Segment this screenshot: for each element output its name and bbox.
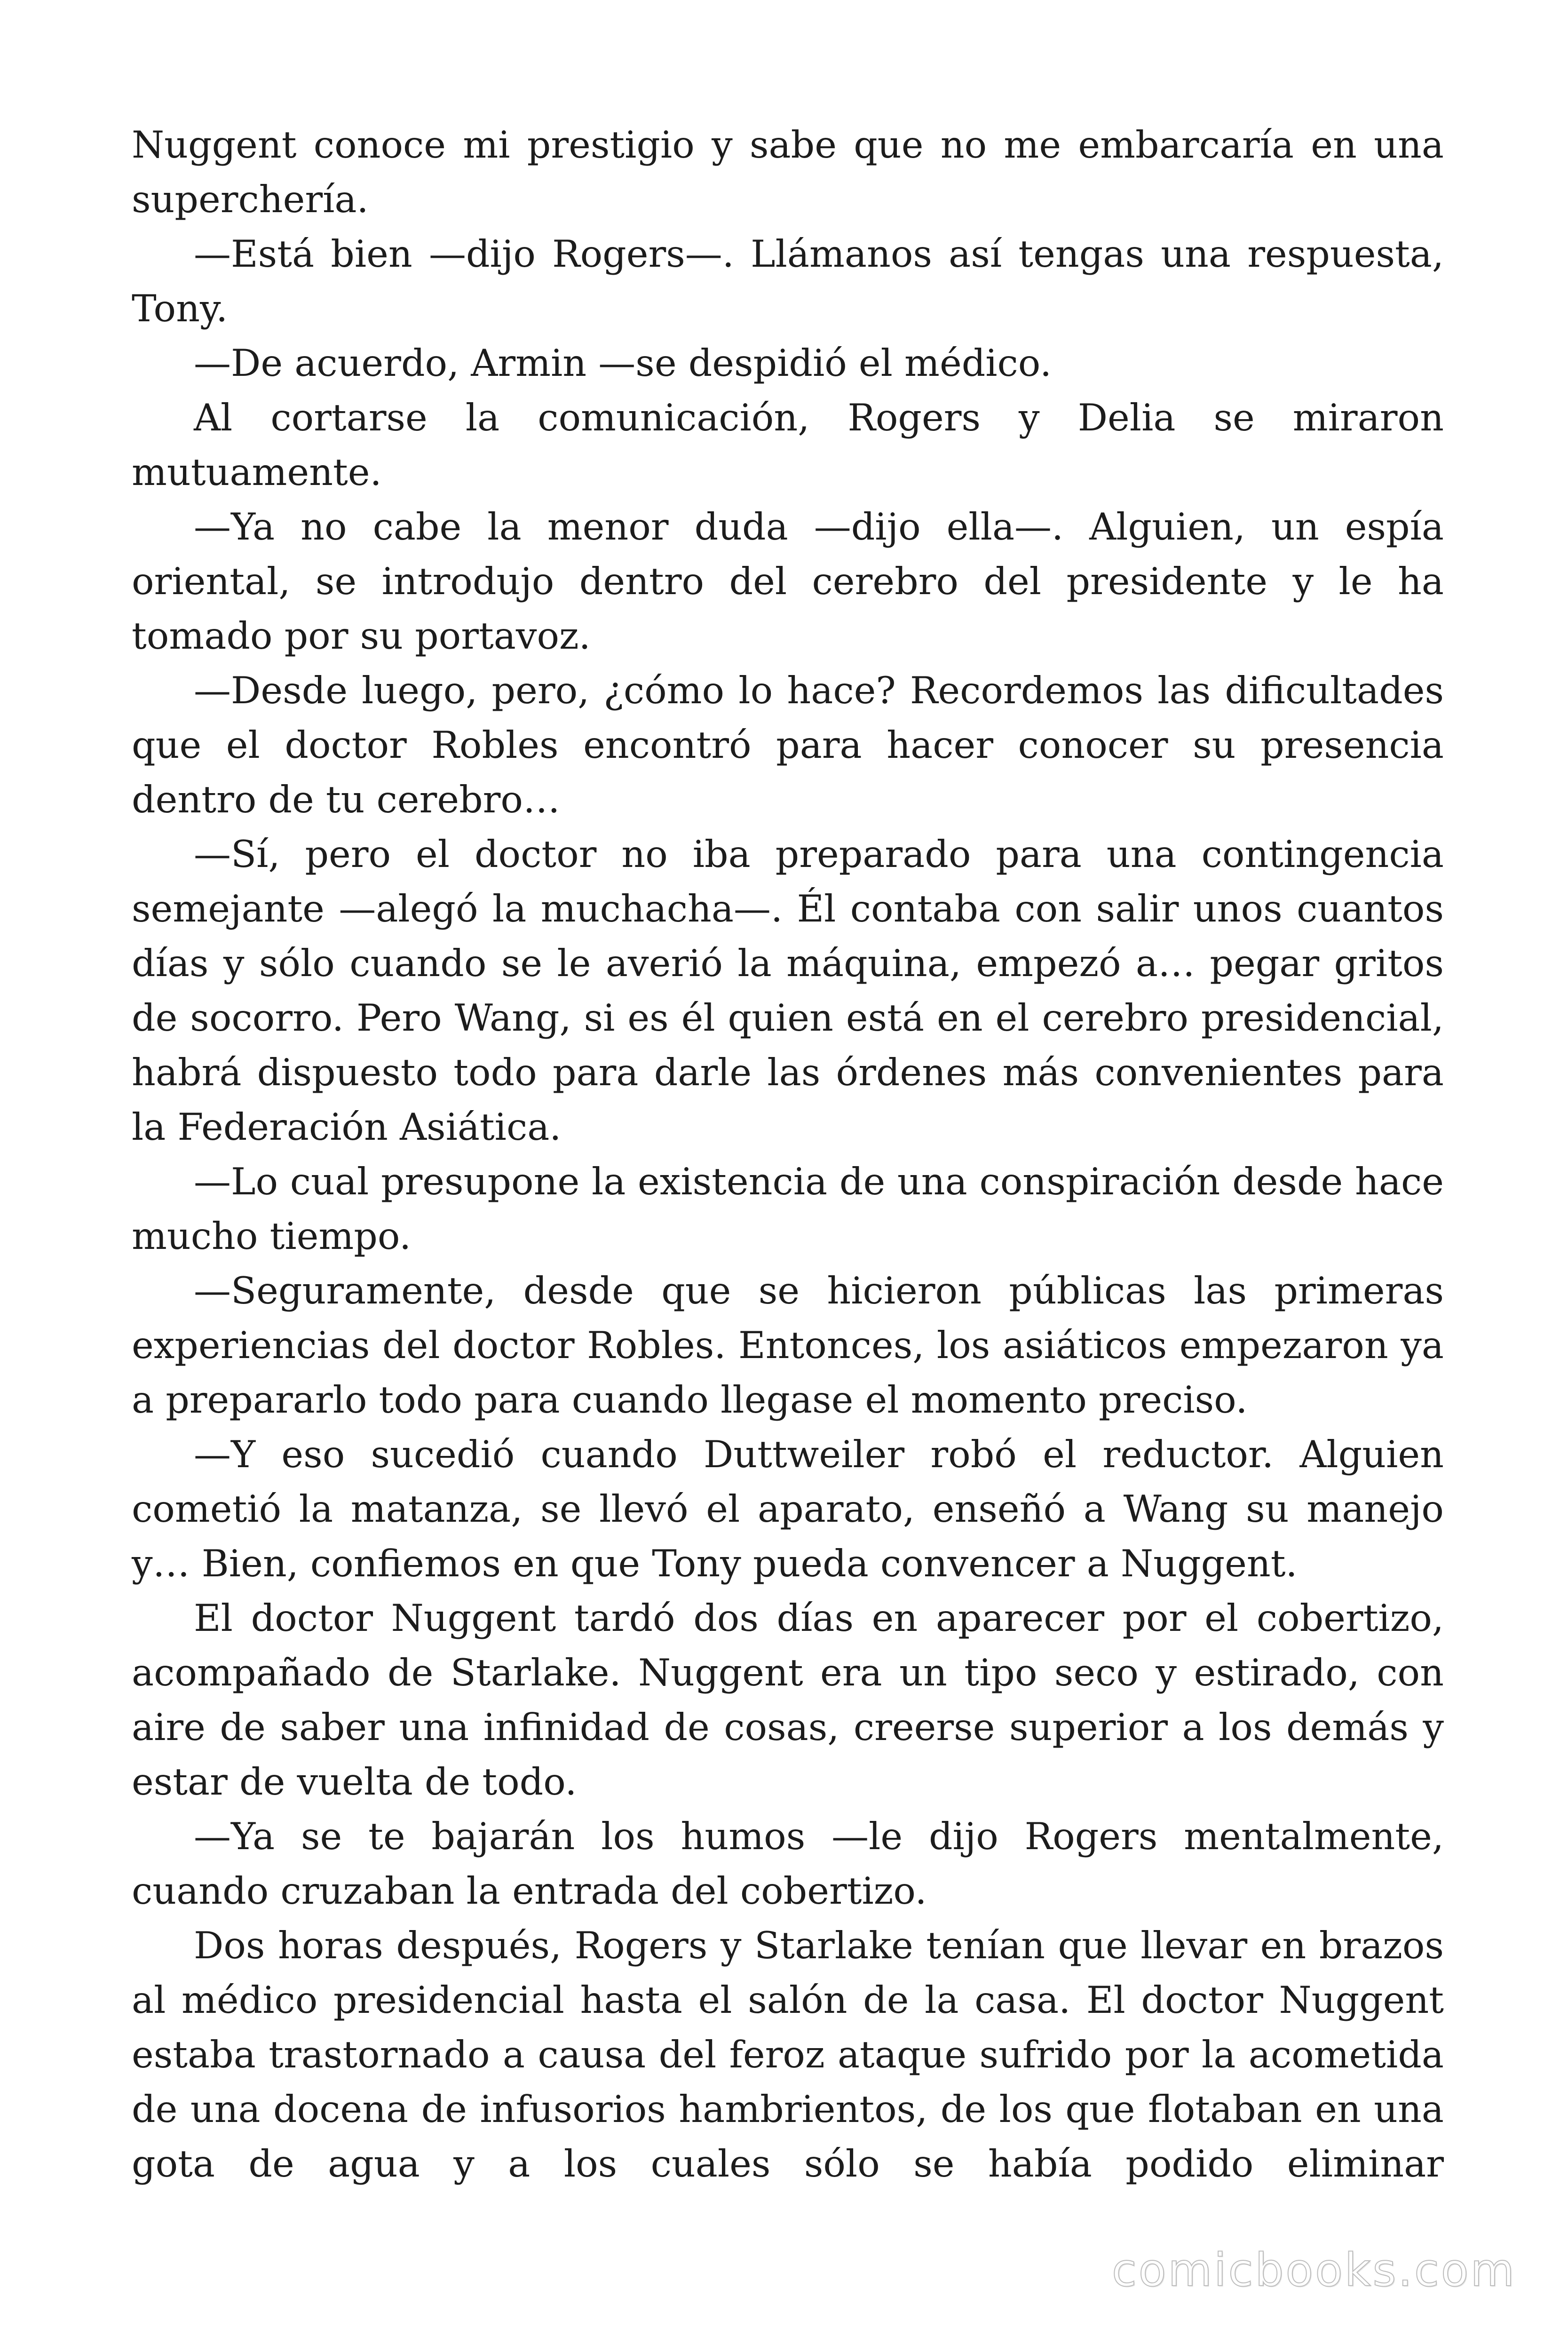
paragraph: Nuggent conoce mi prestigio y sabe que no me embarcaría en una superchería.: [132, 123, 1444, 221]
paragraph: —Ya se te bajarán los humos —le dijo Rogers mentalmente, cuando cruzaban la entrada del cobertizo.: [132, 1815, 1444, 1913]
paragraph: —Lo cual presupone la existencia de una conspiración desde hace mucho tiempo.: [132, 1160, 1444, 1258]
paragraph: —Ya no cabe la menor duda —dijo ella—. Alguien, un espía oriental, se introdujo dentro del cerebro del presidente y le ha tomado por su portavoz.: [132, 505, 1444, 658]
paragraph: —Y eso sucedió cuando Duttweiler robó el reductor. Alguien cometió la matanza, se llevó el aparato, enseñó a Wang su manejo y… Bien, confiemos en que Tony pueda convencer a Nuggent.: [132, 1433, 1444, 1585]
paragraph: Al cortarse la comunicación, Rogers y Delia se miraron mutuamente.: [132, 396, 1444, 494]
page-body: [132, 118, 1444, 2191]
paragraph: —Seguramente, desde que se hicieron públicas las primeras experiencias del doctor Robles. Entonces, los asiáticos empezaron ya a prepararlo todo para cuando llegase el momento preciso.: [132, 1269, 1444, 1422]
paragraph: El doctor Nuggent tardó dos días en aparecer por el cobertizo, acompañado de Starlake. Nuggent era un tipo seco y estirado, con aire de saber una infinidad de cosas, creerse superior a los demás y estar de vuelta de todo.: [132, 1597, 1444, 1804]
paragraph: —Desde luego, pero, ¿cómo lo hace? Recordemos las dificultades que el doctor Robles encontró para hacer conocer su presencia dentro de tu cerebro…: [132, 669, 1444, 821]
paragraph: —De acuerdo, Armin —se despidió el médico.: [194, 342, 1052, 385]
paragraph: Dos horas después, Rogers y Starlake tenían que llevar en brazos al médico presidencial hasta el salón de la casa. El doctor Nuggent estaba trastornado a causa del feroz ataque sufrido por la acometida de una docena de infusorios hambrientos, de los que flotaban en una gota de agua y a los cuales sólo se había podido eliminar: [132, 1924, 1444, 2185]
paragraph: —Sí, pero el doctor no iba preparado para una contingencia semejante —alegó la muchacha—. Él contaba con salir unos cuantos días y sólo cuando se le averió la máquina, empezó a… pegar gritos de socorro. Pero Wang, si es él quien está en el cerebro presidencial, habrá dispuesto todo para darle las órdenes más convenientes para la Federación Asiática.: [132, 833, 1444, 1149]
watermark: comicbooks.com: [1111, 2244, 1516, 2296]
paragraph: —Está bien —dijo Rogers—. Llámanos así tengas una respuesta, Tony.: [132, 232, 1444, 330]
